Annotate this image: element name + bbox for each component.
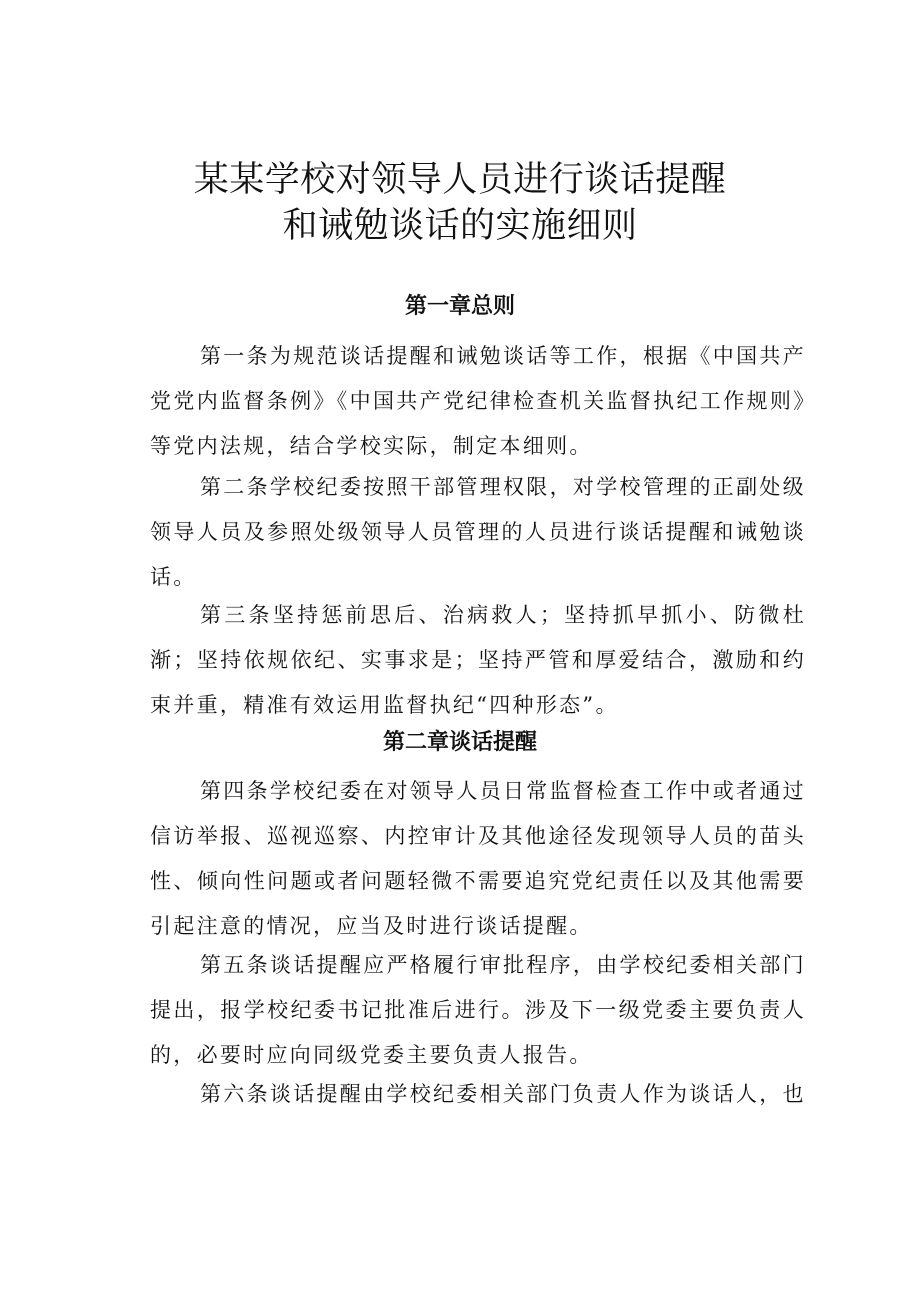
article-1: 第一条为规范谈话提醒和诫勉谈话等工作，根据《中国共产党党内监督条例》《中国共产党纪律检查机关监督执纪工作规则》等党内法规，结合学校实际，制定本细则。 [150,344,806,458]
article-6: 第六条谈话提醒由学校纪委相关部门负责人作为谈话人，也 [200,1082,806,1106]
article-4: 第四条学校纪委在对领导人员日常监督检查工作中或者通过信访举报、巡视巡察、内控审计及其他途径发现领导人员的苗头性、倾向性问题或者问题轻微不需要追究党纪责任以及其他需要引起注意的情况，应当及时进行谈话提醒。 [150,779,806,938]
document-title-line-1: 某某学校对领导人员进行谈话提醒 [193,160,727,200]
article-5: 第五条谈话提醒应严格履行审批程序，由学校纪委相关部门提出，报学校纪委书记批准后进行。涉及下一级党委主要负责人的，必要时应向同级党委主要负责人报告。 [150,953,806,1067]
chapter-1-heading: 第一章总则 [404,294,515,319]
chapter-2-heading: 第二章谈话提醒 [382,730,537,755]
document-title-line-2: 和诫勉谈话的实施细则 [282,206,638,246]
article-2: 第二条学校纪委按照干部管理权限，对学校管理的正副处级领导人员及参照处级领导人员管理的人员进行谈话提醒和诫勉谈话。 [150,475,806,589]
article-3: 第三条坚持惩前思后、治病救人；坚持抓早抓小、防微杜渐；坚持依规依纪、实事求是；坚持严管和厚爱结合，激励和约束并重，精准有效运用监督执纪“四种形态”。 [150,603,806,717]
